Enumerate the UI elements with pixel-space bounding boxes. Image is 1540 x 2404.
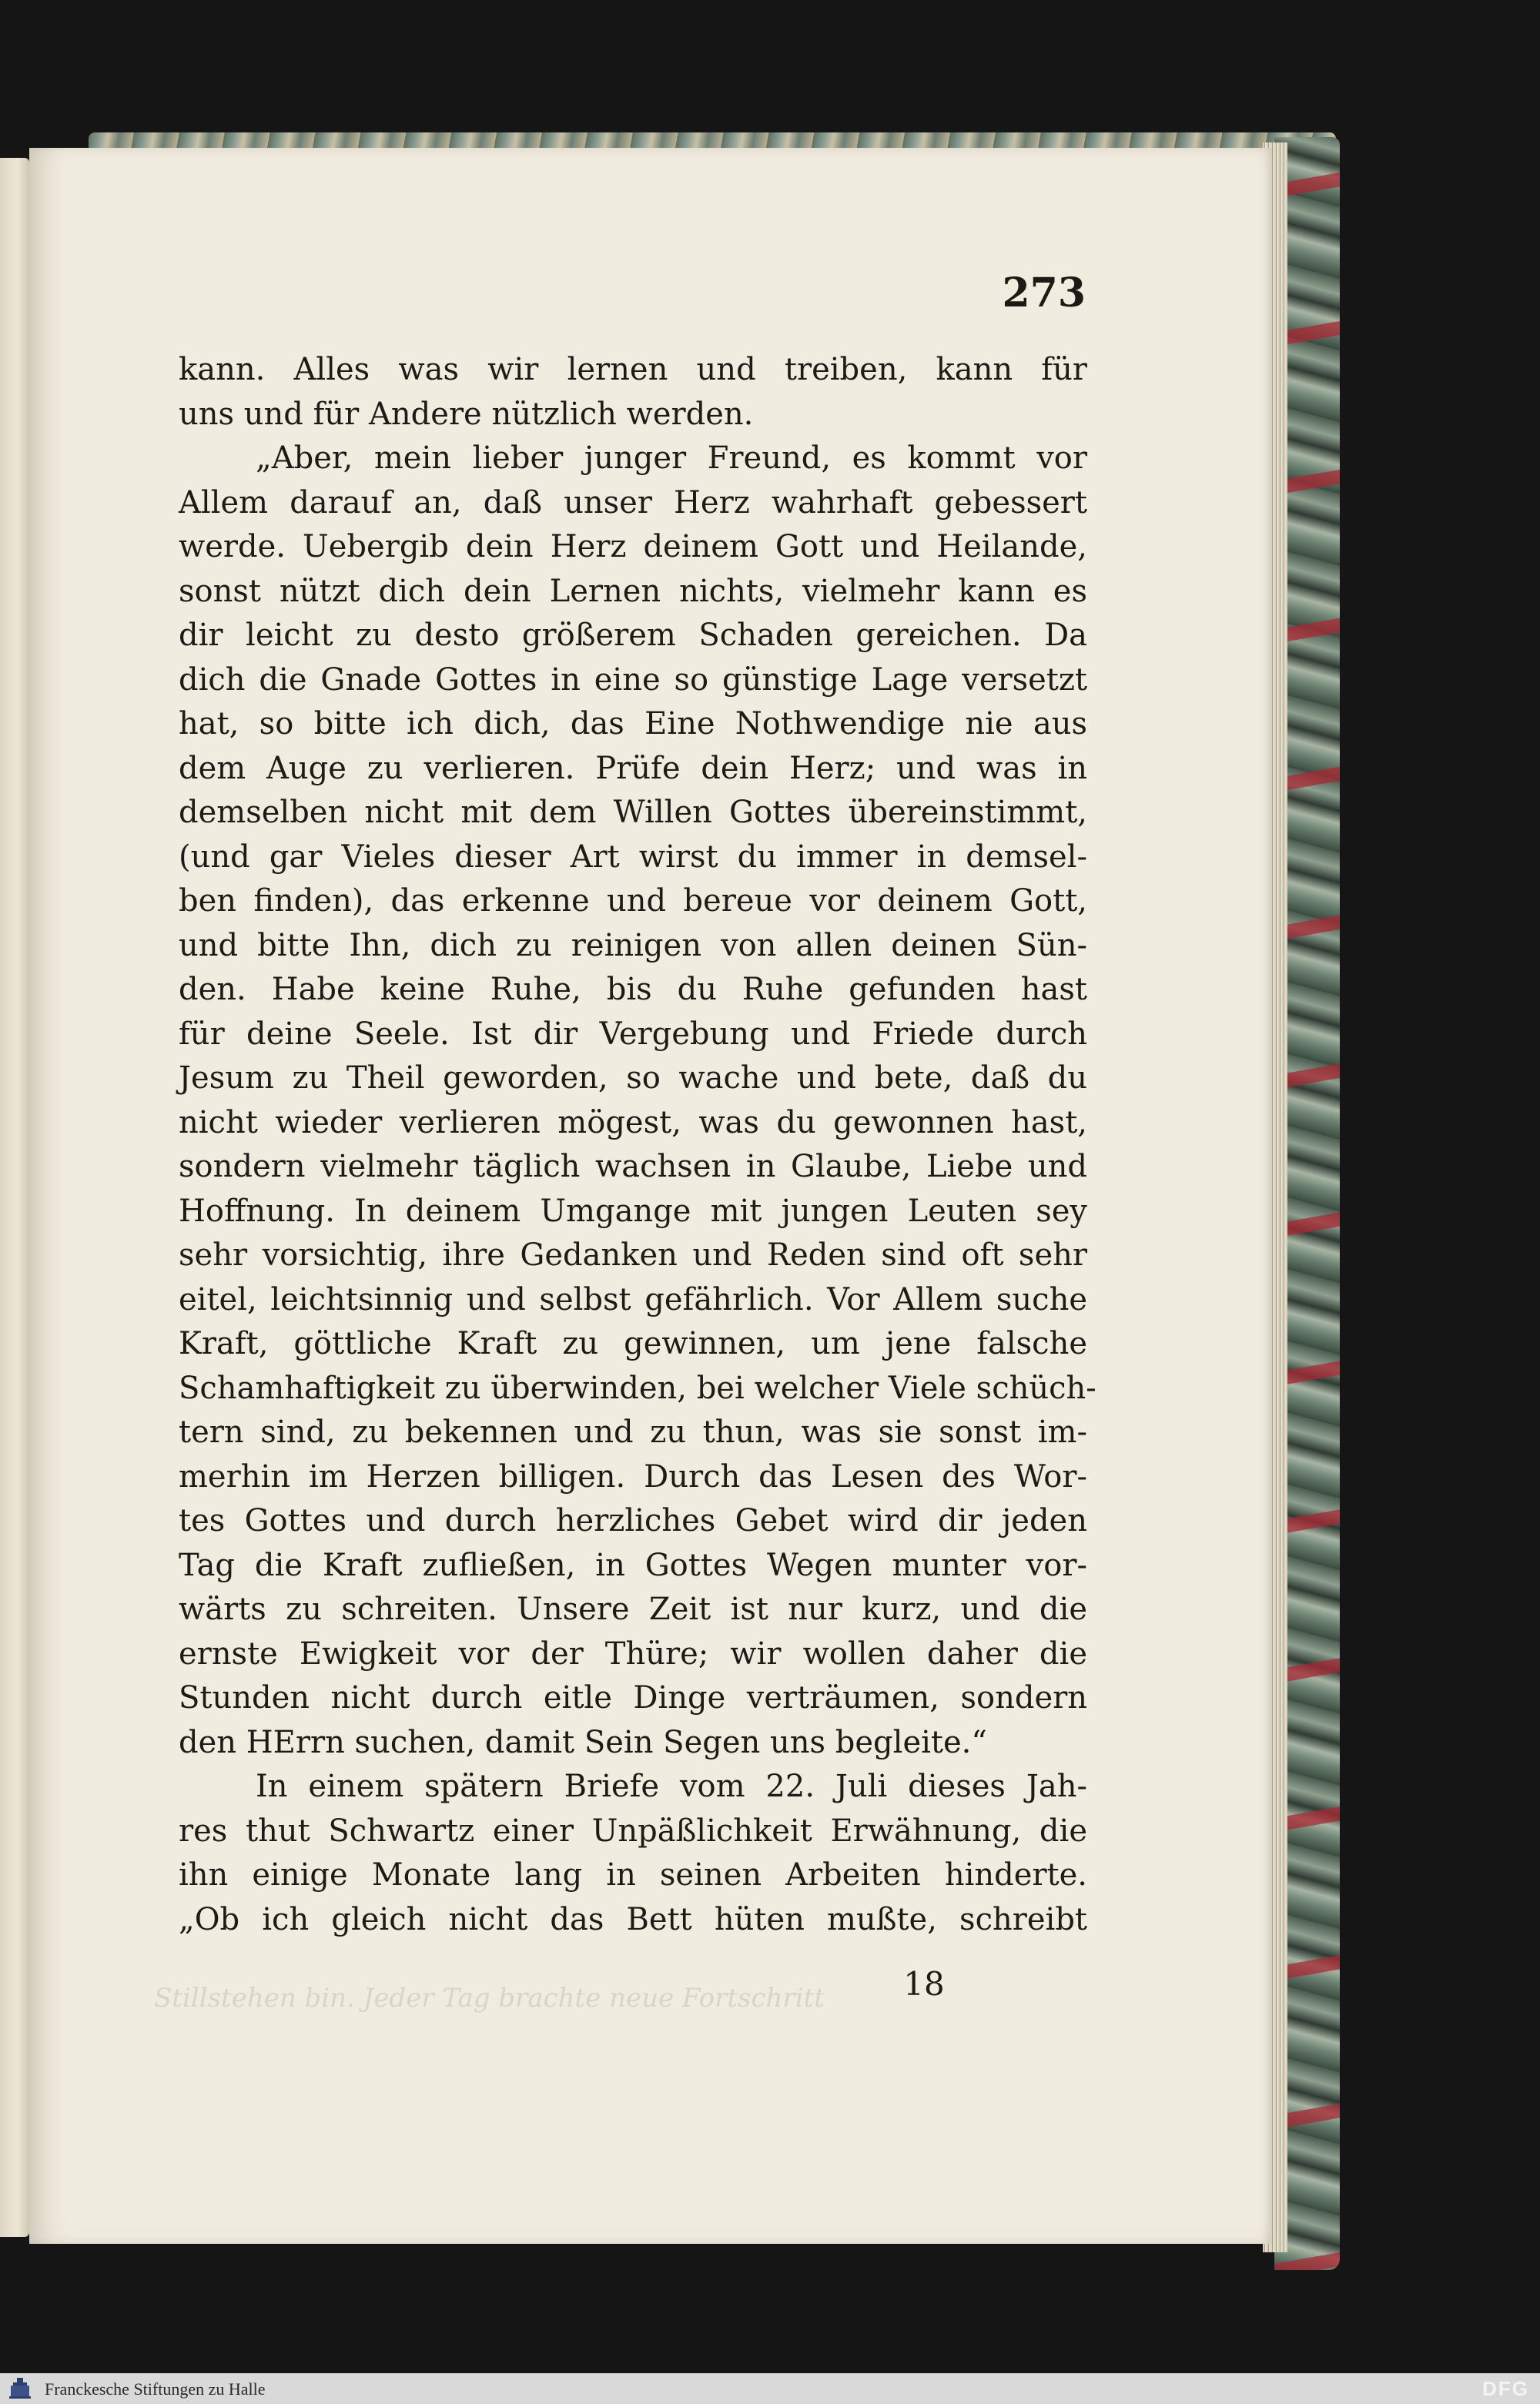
text-line: ihn einige Monate lang in seinen Arbeiten hinderte. — [179, 1857, 1087, 1893]
institution-logo-icon — [6, 2376, 34, 2401]
text-line: nicht wieder verlieren mögest, was du gewonnen hast, — [179, 1104, 1087, 1140]
text-line: sehr vorsichtig, ihre Gedanken und Reden sind oft sehr — [179, 1237, 1087, 1273]
text-line: uns und für Andere nützlich werden. — [179, 396, 754, 432]
text-line: für deine Seele. Ist dir Vergebung und Friede durch — [179, 1016, 1087, 1052]
text-line: merhin im Herzen billigen. Durch das Lesen des Wor- — [179, 1458, 1087, 1495]
text-line: Allem darauf an, daß unser Herz wahrhaft gebessert — [179, 484, 1087, 521]
body-text — [179, 348, 1096, 1942]
text-line: In einem spätern Briefe vom 22. Juli dieses Jah- — [256, 1769, 1087, 1804]
signature-mark: 18 — [903, 1965, 945, 2003]
text-line: dem Auge zu verlieren. Prüfe dein Herz; und was in — [179, 750, 1087, 786]
text-line: sondern vielmehr täglich wachsen in Glaube, Liebe und — [179, 1149, 1087, 1184]
text-line: eitel, leichtsinnig und selbst gefährlich. Vor Allem suche — [179, 1281, 1087, 1318]
text-line: dir leicht zu desto größerem Schaden gereichen. Da — [179, 618, 1087, 653]
text-line: res thut Schwartz einer Unpäßlichkeit Erwähnung, die — [179, 1813, 1087, 1849]
text-line: kann. Alles was wir lernen und treiben, kann für — [179, 352, 1087, 387]
text-line: sonst nützt dich dein Lernen nichts, vielmehr kann es — [179, 573, 1087, 609]
text-line: dich die Gnade Gottes in eine so günstige Lage versetzt — [179, 661, 1087, 698]
bleed-through-text: Stillstehen bin. Jeder Tag brachte neue Fortschritt — [154, 1983, 825, 2014]
text-line: hat, so bitte ich dich, das Eine Nothwendige nie aus — [179, 706, 1087, 742]
dfg-badge: DFG — [1482, 2377, 1529, 2400]
text-line: den HErrn suchen, damit Sein Segen uns begleite.“ — [179, 1724, 987, 1760]
text-line: Schamhaftigkeit zu überwinden, bei welcher Viele schüch- — [179, 1370, 1096, 1406]
facing-page-edge — [0, 158, 29, 2237]
text-line: tes Gottes und durch herzliches Gebet wird dir jeden — [179, 1503, 1087, 1538]
text-line: Kraft, göttliche Kraft zu gewinnen, um jene falsche — [179, 1326, 1087, 1361]
text-line: tern sind, zu bekennen und zu thun, was sie sonst im- — [179, 1415, 1087, 1450]
page-number: 273 — [1002, 270, 1086, 316]
institution-name: Franckesche Stiftungen zu Halle — [45, 2379, 266, 2399]
text-line: und bitte Ihn, dich zu reinigen von allen deinen Sün- — [179, 927, 1087, 963]
text-line: ben finden), das erkenne und bereue vor deinem Gott, — [179, 883, 1087, 919]
text-line: „Aber, mein lieber junger Freund, es kommt vor — [256, 440, 1087, 476]
text-line: „Ob ich gleich nicht das Bett hüten mußte, schreibt — [179, 1901, 1087, 1937]
viewer-footer — [0, 2373, 1540, 2404]
text-line: Hoffnung. In deinem Umgange mit jungen Leuten sey — [179, 1193, 1087, 1229]
text-line: Jesum zu Theil geworden, so wache und bete, daß du — [179, 1060, 1087, 1096]
text-line: Tag die Kraft zufließen, in Gottes Wegen munter vor- — [179, 1547, 1087, 1583]
text-line: Stunden nicht durch eitle Dinge verträumen, sondern — [179, 1680, 1087, 1716]
text-line: wärts zu schreiten. Unsere Zeit ist nur kurz, und die — [179, 1592, 1087, 1627]
text-line: demselben nicht mit dem Willen Gottes übereinstimmt, — [179, 795, 1087, 830]
text-line: werde. Uebergib dein Herz deinem Gott und Heilande, — [179, 529, 1087, 564]
text-line: den. Habe keine Ruhe, bis du Ruhe gefunden hast — [179, 972, 1087, 1007]
text-line: ernste Ewigkeit vor der Thüre; wir wollen daher die — [179, 1636, 1087, 1672]
text-line: (und gar Vieles dieser Art wirst du immer in demsel- — [179, 839, 1087, 875]
